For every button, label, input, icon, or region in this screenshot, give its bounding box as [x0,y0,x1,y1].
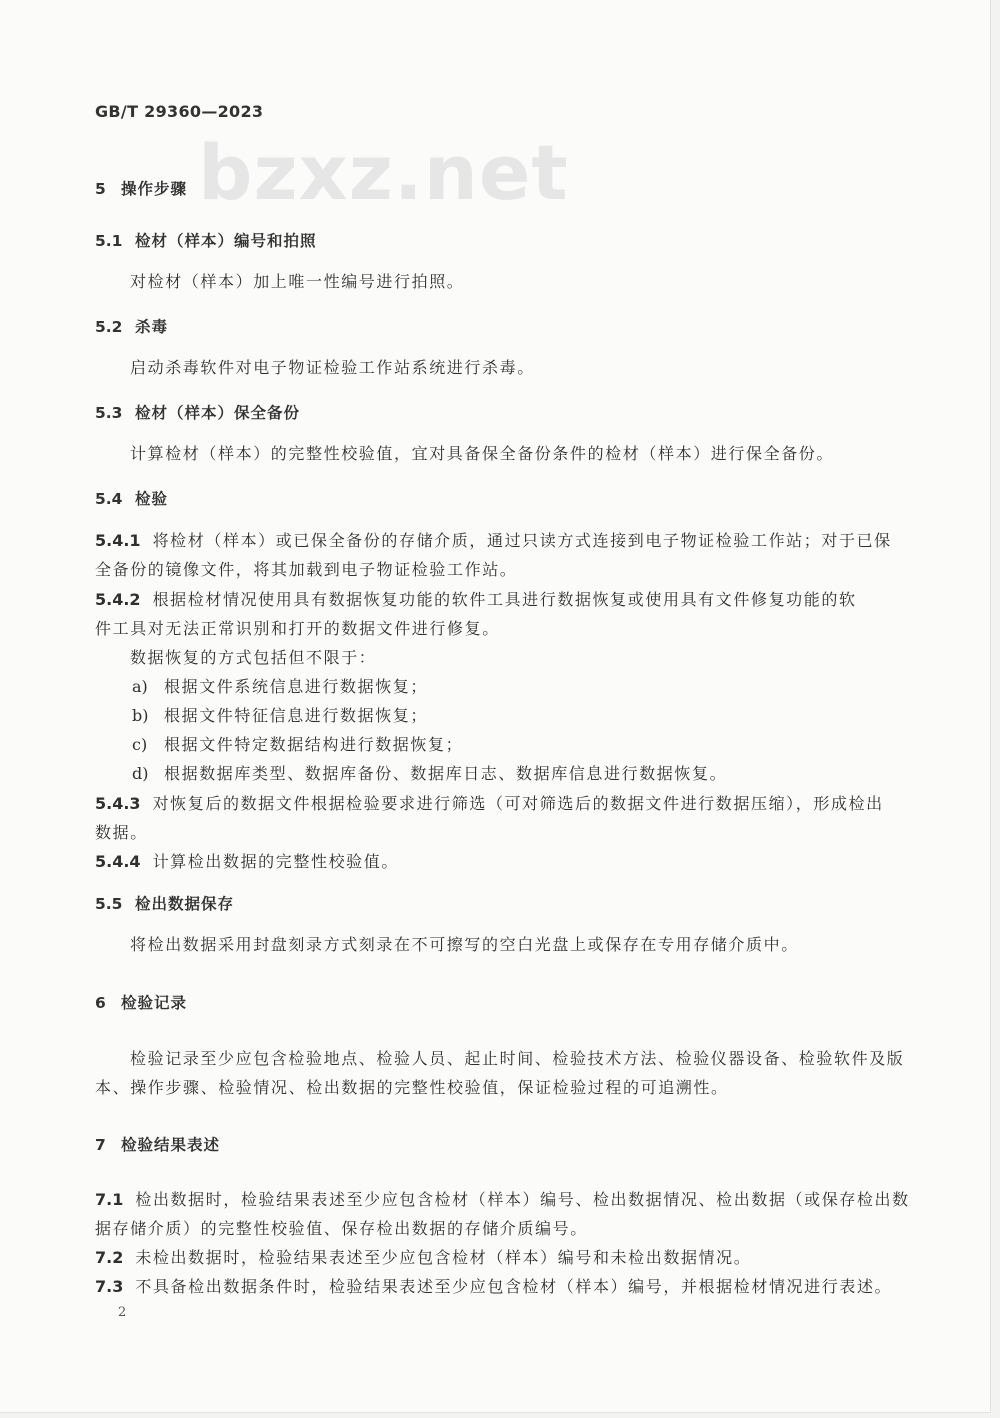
paragraph-5-5: 将检出数据采用封盘刻录方式刻录在不可擦写的空白光盘上或保存在专用存储介质中。 [130,935,799,954]
paragraph-5-4-4 [95,852,399,872]
clause-number: 5.4.1 [95,531,141,550]
paragraph-7-1-line2: 据存储介质）的完整性校验值、保存检出数据的存储介质编号。 [95,1219,588,1238]
list-item-label: b) [132,706,149,725]
list-item-text: 根据文件特定数据结构进行数据恢复； [164,735,464,754]
list-item-text: 根据文件特征信息进行数据恢复； [164,706,429,725]
clause-text: 将检材（样本）或已保全备份的存储介质，通过只读方式连接到电子物证检验工作站；对于已保 [152,531,892,550]
clause-text: 未检出数据时，检验结果表述至少应包含检材（样本）编号和未检出数据情况。 [135,1248,752,1267]
list-item-label: a) [132,677,148,696]
heading-6 [95,993,187,1013]
heading-title: 操作步骤 [121,180,188,198]
clause-number: 5.4.3 [95,794,141,813]
list-item [132,706,428,726]
heading-title: 检验记录 [121,994,188,1012]
heading-5-2 [95,317,168,337]
heading-title: 检材（样本）保全备份 [135,404,301,422]
heading-number: 5.2 [95,318,123,336]
clause-text: 不具备检出数据条件时，检验结果表述至少应包含检材（样本）编号，并根据检材情况进行表述。 [135,1277,893,1296]
list-item-text: 根据文件系统信息进行数据恢复； [164,677,429,696]
clause-text: 计算检出数据的完整性校验值。 [152,852,399,871]
clause-text: 根据检材情况使用具有数据恢复功能的软件工具进行数据恢复或使用具有文件修复功能的软 [152,590,857,609]
clause-number: 7.3 [95,1277,124,1296]
page-number: 2 [118,1305,127,1320]
paragraph-5-3: 计算检材（样本）的完整性校验值，宜对具备保全备份条件的检材（样本）进行保全备份。 [130,444,835,463]
clause-number: 5.4.2 [95,590,141,609]
list-item [132,677,428,697]
heading-number: 5.1 [95,232,123,250]
paragraph-5-2: 启动杀毒软件对电子物证检验工作站系统进行杀毒。 [130,358,535,377]
heading-number: 5.3 [95,404,123,422]
watermark-text: bzxz.net [198,128,569,217]
list-item-label: c) [132,735,148,754]
paragraph-7-2 [95,1248,751,1268]
heading-number: 5 [95,180,106,198]
heading-5-3 [95,403,300,423]
heading-7 [95,1135,220,1155]
list-item-label: d) [132,764,149,783]
heading-title: 杀毒 [135,318,169,336]
heading-5 [95,179,187,199]
heading-number: 7 [95,1136,106,1154]
paragraph-5-4-1-line2: 全备份的镜像文件，将其加载到电子物证检验工作站。 [95,560,518,579]
heading-number: 5.5 [95,895,123,913]
heading-5-5 [95,894,234,914]
paragraph-5-1: 对检材（样本）加上唯一性编号进行拍照。 [130,272,465,291]
paragraph-6-line1: 检验记录至少应包含检验地点、检验人员、起止时间、检验技术方法、检验仪器设备、检验软件及版 [130,1049,905,1068]
paragraph-5-4-3-line2: 数据。 [95,823,148,842]
list-intro: 数据恢复的方式包括但不限于： [130,648,377,667]
paragraph-7-3 [95,1277,892,1297]
clause-text: 检出数据时，检验结果表述至少应包含检材（样本）编号、检出数据情况、检出数据（或保存检出数 [135,1190,910,1209]
clause-number: 7.1 [95,1190,124,1209]
paragraph-5-4-2-line1 [95,590,857,610]
heading-title: 检材（样本）编号和拍照 [135,232,317,250]
heading-title: 检验 [135,490,169,508]
heading-number: 5.4 [95,490,123,508]
list-item-text: 根据数据库类型、数据库备份、数据库日志、数据库信息进行数据恢复。 [164,764,728,783]
paragraph-5-4-3-line1 [95,794,884,814]
heading-number: 6 [95,994,106,1012]
paragraph-5-4-2-line2: 件工具对无法正常识别和打开的数据文件进行修复。 [95,619,500,638]
clause-number: 5.4.4 [95,852,141,871]
clause-number: 7.2 [95,1248,124,1267]
list-item [132,735,463,755]
paragraph-5-4-1-line1 [95,531,892,551]
paragraph-7-1-line1 [95,1190,910,1210]
heading-title: 检出数据保存 [135,895,235,913]
paragraph-6-line2: 本、操作步骤、检验情况、检出数据的完整性校验值，保证检验过程的可追溯性。 [95,1078,729,1097]
standard-code: GB/T 29360—2023 [95,102,264,121]
heading-title: 检验结果表述 [121,1136,221,1154]
list-item [132,764,727,784]
clause-text: 对恢复后的数据文件根据检验要求进行筛选（可对筛选后的数据文件进行数据压缩），形成检出 [152,794,884,813]
heading-5-1 [95,231,317,251]
heading-5-4 [95,489,168,509]
